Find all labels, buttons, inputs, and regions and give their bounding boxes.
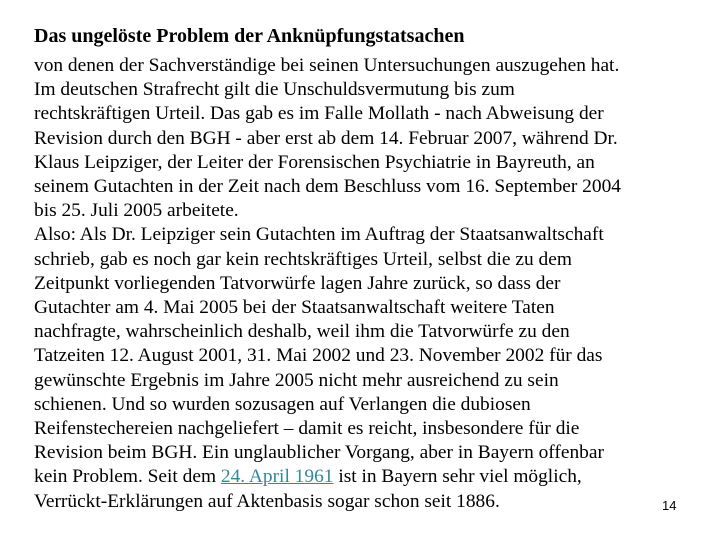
text-line: rechtskräftigen Urteil. Das gab es im Falle Mollath - nach Abweisung der: [34, 103, 604, 125]
text-line: schrieb, gab es noch gar kein rechtskräftiges Urteil, selbst die zu dem: [34, 248, 572, 270]
text-line: Zeitpunkt vorliegenden Tatvorwürfe lagen Jahre zurück, so dass der: [34, 272, 561, 294]
text-line: gewünschte Ergebnis im Jahre 2005 nicht mehr ausreichend zu sein: [34, 369, 559, 391]
paragraph-1: [34, 54, 704, 223]
text-line: Verrückt-Erklärungen auf Aktenbasis sogar schon seit 1886.: [34, 490, 500, 512]
text-line: Revision durch den BGH - aber erst ab dem 14. Februar 2007, während Dr.: [34, 127, 618, 149]
text-line: Klaus Leipziger, der Leiter der Forensischen Psychiatrie in Bayreuth, an: [34, 151, 595, 173]
text-line: Gutachter am 4. Mai 2005 bei der Staatsanwaltschaft weitere Taten: [34, 297, 555, 319]
slide-title: Das ungelöste Problem der Anknüpfungstatsachen: [34, 25, 465, 47]
text-line: seinem Gutachten in der Zeit nach dem Beschluss vom 16. September 2004: [34, 176, 621, 198]
date-link[interactable]: 24. April 1961: [220, 466, 334, 488]
text-line: bis 25. Juli 2005 arbeitete.: [34, 200, 239, 222]
text-line: Tatzeiten 12. August 2001, 31. Mai 2002 und 23. November 2002 für das: [34, 345, 603, 367]
text-line-with-link: [34, 465, 704, 489]
text-line: Revision beim BGH. Ein unglaublicher Vorgang, aber in Bayern offenbar: [34, 442, 604, 464]
text-line: Im deutschen Strafrecht gilt die Unschuldsvermutung bis zum: [34, 79, 515, 101]
body-text: [34, 54, 704, 514]
text-line: Reifenstechereien nachgeliefert – damit es reicht, insbesondere für die: [34, 418, 580, 440]
text-line: von denen der Sachverständige bei seinen Untersuchungen auszugehen hat.: [34, 55, 620, 76]
text-line: Also: Als Dr. Leipziger sein Gutachten im Auftrag der Staatsanwaltschaft: [34, 224, 604, 246]
text-line: nachfragte, wahrscheinlich deshalb, weil ihm die Tatvorwürfe zu den: [34, 321, 570, 343]
link-line-prefix: kein Problem. Seit dem: [34, 466, 221, 488]
text-line: schienen. Und so wurden sozusagen auf Verlangen die dubiosen: [34, 393, 531, 415]
link-line-suffix: ist in Bayern sehr viel möglich,: [333, 466, 582, 488]
page-number: 14: [662, 498, 677, 513]
paragraph-2: [34, 223, 704, 513]
